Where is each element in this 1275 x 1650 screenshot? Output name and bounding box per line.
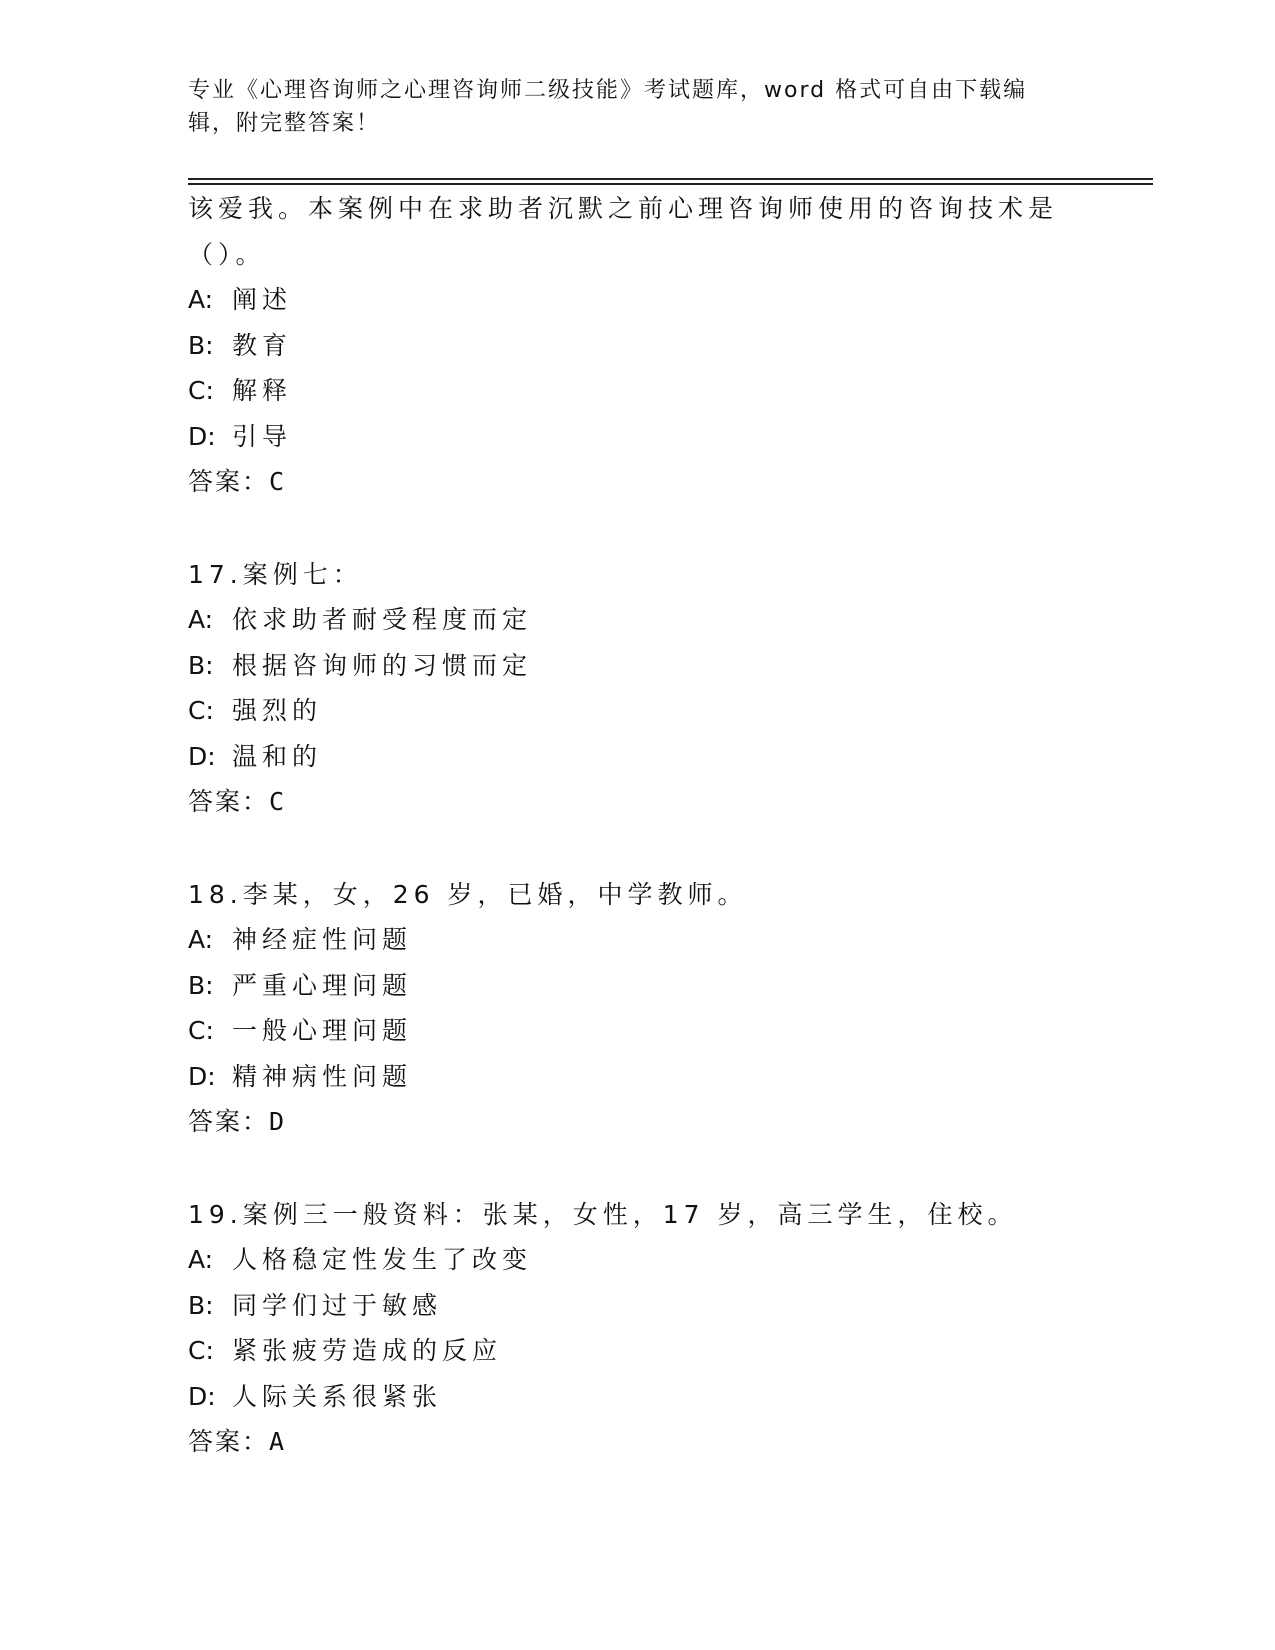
option-letter: D:: [188, 421, 216, 451]
option-letter: C:: [188, 696, 214, 725]
question-spacer: [188, 505, 1088, 552]
question-stem: 19.案例三一般资料：张某，女性，17 岁，高三学生，住校。: [188, 1199, 1018, 1229]
option-a: [188, 1237, 1088, 1283]
option-c: [188, 688, 1088, 734]
option-letter: A:: [188, 925, 214, 954]
option-a: [188, 277, 1088, 323]
option-text: 解释: [232, 376, 293, 405]
option-letter: A:: [188, 1245, 214, 1274]
option-b: [188, 1283, 1088, 1329]
answer-line: 答案：C: [188, 467, 287, 496]
question-stem: 18.李某，女，26 岁，已婚，中学教师。: [188, 879, 748, 909]
option-letter: C:: [188, 1336, 214, 1365]
option-c: [188, 1008, 1088, 1054]
option-letter: B:: [188, 1290, 214, 1320]
option-letter: A:: [188, 285, 214, 314]
question-stem: 17.案例七：: [188, 559, 363, 589]
option-text: 人格稳定性发生了改变: [232, 1245, 533, 1274]
option-text: 引导: [232, 421, 293, 451]
answer-line: 答案：D: [188, 1107, 287, 1136]
option-b: [188, 963, 1088, 1009]
question-spacer: [188, 1145, 1088, 1192]
document-header: 专业《心理咨询师之心理咨询师二级技能》考试题库，word 格式可自由下载编辑，附完整答案！: [188, 78, 1028, 136]
answer-line: 答案：A: [188, 1427, 287, 1456]
option-c: [188, 1328, 1088, 1374]
question-block-continued: [188, 186, 1088, 505]
option-letter: A:: [188, 605, 214, 634]
option-a: [188, 917, 1088, 963]
option-a: [188, 597, 1088, 643]
option-text: 温和的: [232, 741, 323, 771]
option-d: [188, 1374, 1088, 1420]
option-text: 精神病性问题: [232, 1061, 413, 1091]
option-text: 阐述: [232, 285, 293, 314]
option-text: 人际关系很紧张: [232, 1381, 443, 1411]
option-c: [188, 368, 1088, 414]
option-text: 神经症性问题: [232, 925, 413, 954]
option-letter: C:: [188, 376, 214, 405]
option-d: [188, 414, 1088, 460]
option-text: 严重心理问题: [232, 970, 413, 1000]
option-text: 依求助者耐受程度而定: [232, 605, 533, 634]
option-letter: B:: [188, 650, 214, 680]
option-b: [188, 323, 1088, 369]
option-d: [188, 1054, 1088, 1100]
question-block-17: [188, 552, 1088, 825]
option-letter: B:: [188, 970, 214, 1000]
option-b: [188, 643, 1088, 689]
answer-line: 答案：C: [188, 787, 287, 816]
question-block-19: [188, 1192, 1088, 1465]
option-text: 一般心理问题: [232, 1016, 413, 1045]
option-text: 教育: [232, 330, 293, 360]
option-d: [188, 734, 1088, 780]
header-divider-bottom: [188, 183, 1153, 185]
option-letter: D:: [188, 1061, 216, 1091]
question-content: [188, 186, 1088, 1465]
option-letter: D:: [188, 741, 216, 771]
question-block-18: [188, 872, 1088, 1145]
option-text: 紧张疲劳造成的反应: [232, 1336, 503, 1365]
option-letter: B:: [188, 330, 214, 360]
option-text: 同学们过于敏感: [232, 1290, 443, 1320]
option-text: 根据咨询师的习惯而定: [232, 650, 533, 680]
option-letter: D:: [188, 1381, 216, 1411]
question-spacer: [188, 825, 1088, 872]
header-divider-top: [188, 178, 1153, 180]
question-stem: 该爱我。本案例中在求助者沉默之前心理咨询师使用的咨询技术是（）。: [188, 194, 1059, 269]
option-text: 强烈的: [232, 696, 323, 725]
option-letter: C:: [188, 1016, 214, 1045]
